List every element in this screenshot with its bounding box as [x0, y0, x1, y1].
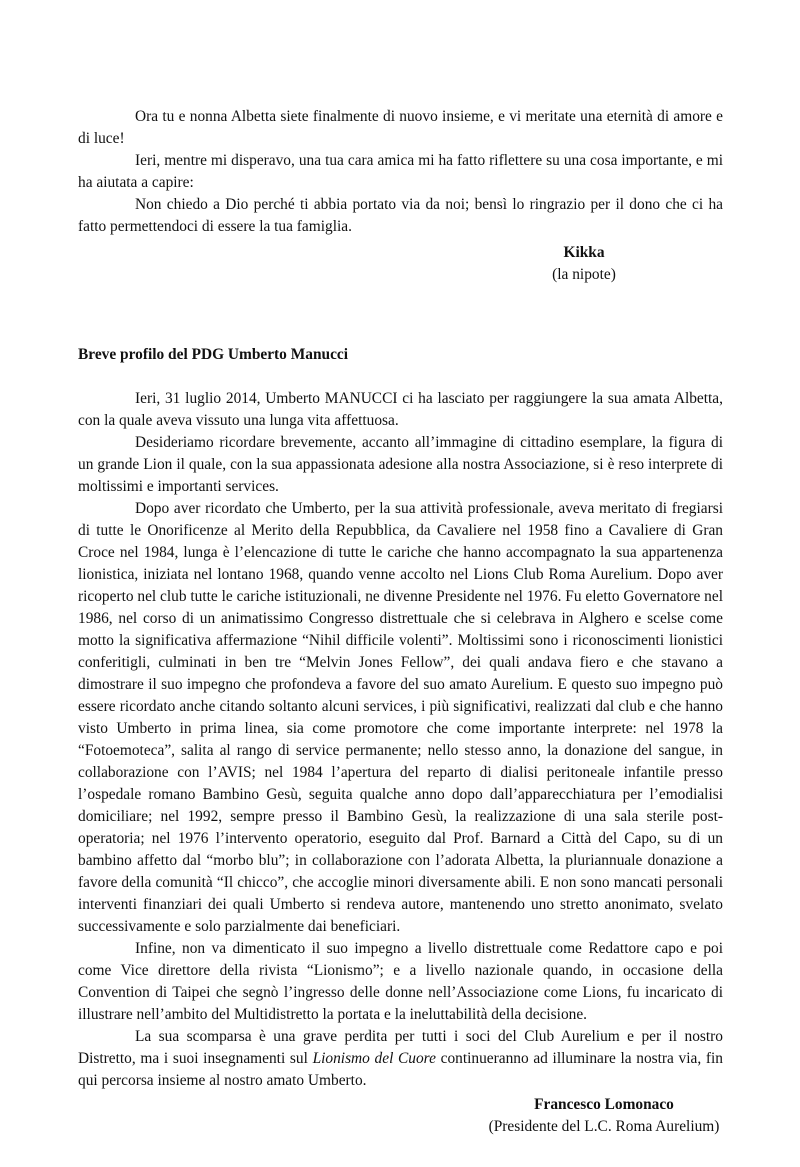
- document-page: [78, 106, 723, 1138]
- letter-signature-role: (la nipote): [552, 266, 616, 283]
- profile-paragraph-2: Desideriamo ricordare brevemente, accanto all’immagine di cittadino esemplare, la figura di un grande Lion il quale, con la sua appassionata adesione alla nostra Associazione, si è reso interprete di moltissimi e importanti services.: [78, 434, 723, 495]
- letter-paragraph-3: Non chiedo a Dio perché ti abbia portato via da noi; bensì lo ringrazio per il dono che ci ha fatto permettendoci di essere la tua famiglia.: [78, 196, 723, 235]
- profile-paragraph-5: [78, 1026, 723, 1092]
- letter-signature-name: Kikka: [563, 244, 605, 261]
- profile-paragraph-1: Ieri, 31 luglio 2014, Umberto MANUCCI ci ha lasciato per raggiungere la sua amata Albetta, con la quale aveva vissuto una lunga vita affettuosa.: [78, 390, 723, 429]
- letter-section: [78, 106, 723, 286]
- profile-paragraph-5-text-b: continueranno ad illuminare la nostra via, fin qui percorsa insieme al nostro amato Umberto.: [78, 1050, 723, 1089]
- profile-signature-role: (Presidente del L.C. Roma Aurelium): [488, 1118, 720, 1135]
- letter-paragraph-2: Ieri, mentre mi disperavo, una tua cara amica mi ha fatto riflettere su una cosa importante, e mi ha aiutata a capire:: [78, 152, 723, 191]
- profile-signature-name: Francesco Lomonaco: [534, 1096, 674, 1113]
- profile-paragraph-5-text-a: La sua scomparsa è una grave perdita per tutti i soci del Club Aurelium e per il nostro Distretto, ma i suoi insegnamenti sul: [78, 1028, 723, 1067]
- letter-signature: [498, 242, 670, 286]
- profile-section: [78, 388, 723, 1138]
- profile-paragraph-3: Dopo aver ricordato che Umberto, per la sua attività professionale, aveva meritato di fregiarsi di tutte le Onorificenze al Merito della Repubblica, da Cavaliere nel 1958 fino a Cavaliere di Gran Croce nel 1984, lunga è l’elencazione di tutte le cariche che hanno accompagnato la sua appartenenza lionistica, iniziata nel lontano 1968, quando venne accolto nel Lions Club Roma Aurelium. Dopo aver ricoperto nel club tutte le cariche istituzionali, ne divenne Presidente nel 1976. Fu eletto Governatore nel 1986, nel corso di un animatissimo Congresso distrettuale che si celebrava in Alghero e scelse come motto la significativa affermazione “Nihil difficile volenti”. Moltissimi sono i riconoscimenti lionistici conferitigli, culminati in ben tre “Melvin Jones Fellow”, dei quali andava fiero e che stavano a dimostrare il suo impegno che profondeva a favore del suo amato Aurelium. E questo suo impegno può essere ricordato anche citando soltanto alcuni services, i più significativi, realizzati dal club e che hanno visto Umberto in prima linea, sia come promotore che come importante interprete: nel 1978 la “Fotoemoteca”, salita al rango di service permanente; nello stesso anno, la donazione del sangue, in collaborazione con l’AVIS; nel 1984 l’apertura del reparto di dialisi peritoneale infantile presso l’ospedale romano Bambino Gesù, seguita qualche anno dopo dall’apparecchiatura per l’emodialisi domiciliare; nel 1992, sempre presso il Bambino Gesù, la realizzazione di una sala sterile post-operatoria; nel 1976 l’intervento operatorio, eseguito dal Prof. Barnard a Città del Capo, su di un bambino affetto dal “morbo blu”; in collaborazione con l’adorata Albetta, la pluriannuale donazione a favore della comunità “Il chicco”, che accoglie minori diversamente abili. E non sono mancati personali interventi finanziari dei quali Umberto si rendeva autore, mantenendo uno stretto anonimato, svelato successivamente e solo parzialmente dai beneficiari.: [78, 500, 723, 935]
- letter-paragraph-1: Ora tu e nonna Albetta siete finalmente di nuovo insieme, e vi meritate una eternità di amore e di luce!: [78, 108, 723, 147]
- profile-title: Breve profilo del PDG Umberto Manucci: [78, 346, 349, 363]
- lionismo-del-cuore-italic: Lionismo del Cuore: [312, 1050, 436, 1067]
- profile-paragraph-4: Infine, non va dimenticato il suo impegno a livello distrettuale come Redattore capo e poi come Vice direttore della rivista “Lionismo”; e a livello nazionale quando, in occasione della Convention di Taipei che segnò l’ingresso delle donne nell’Associazione come Lions, fu incaricato di illustrare nell’ambito del Multidistretto la portata e la ineluttabilità della decisione.: [78, 940, 723, 1023]
- profile-signature: [470, 1094, 738, 1138]
